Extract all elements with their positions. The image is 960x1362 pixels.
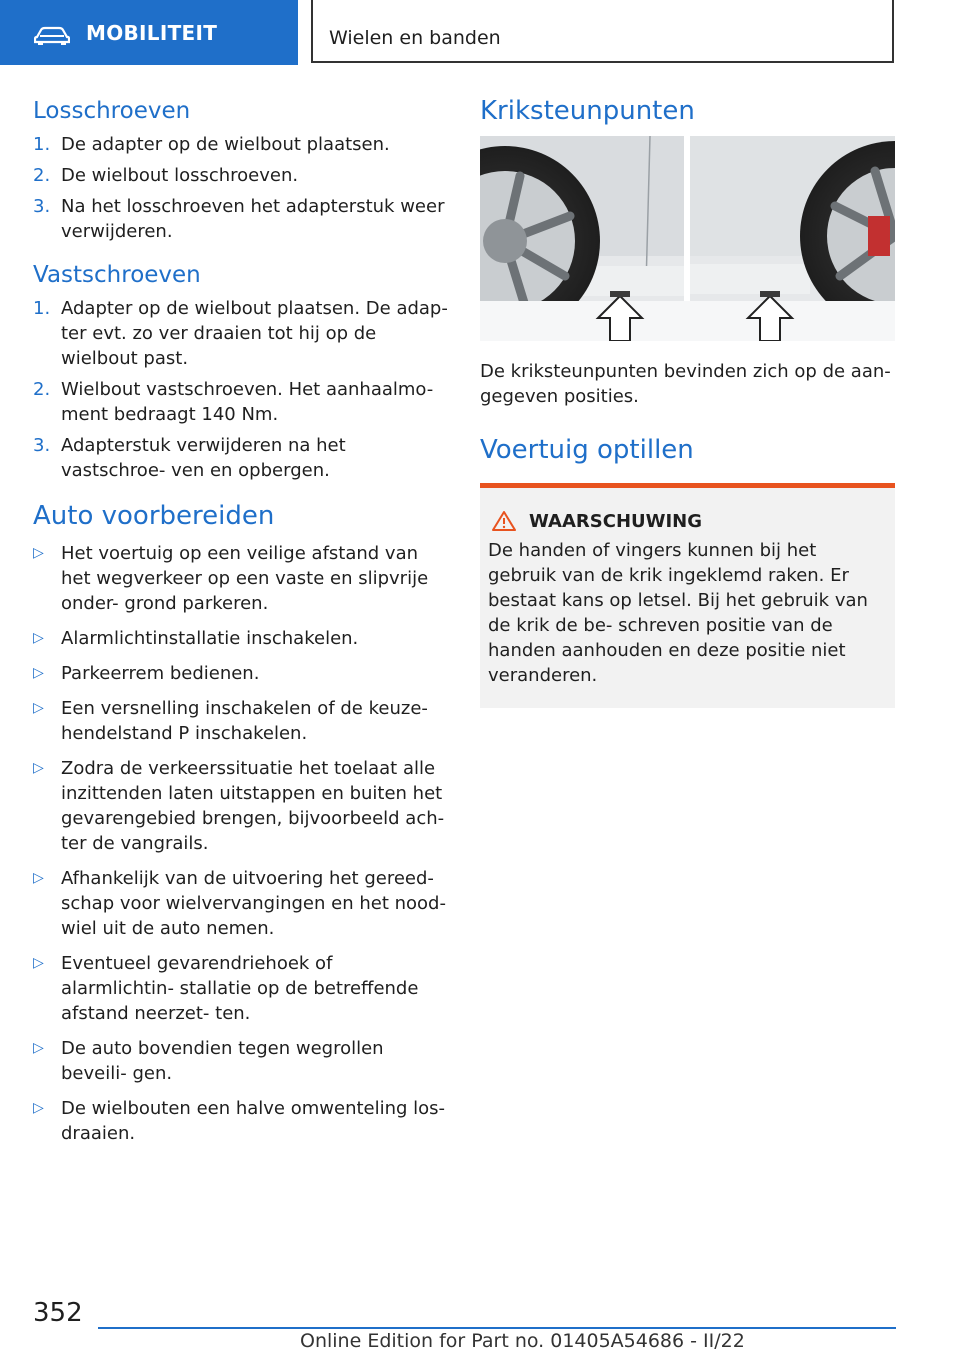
step-item bbox=[33, 296, 448, 371]
warning-box bbox=[480, 483, 895, 708]
list-item bbox=[33, 951, 448, 1026]
section-tab bbox=[0, 0, 298, 65]
list-item-text: Parkeerrem bedienen. bbox=[61, 663, 260, 684]
list-item bbox=[33, 1096, 448, 1146]
heading-kriksteunpunten: Kriksteunpunten bbox=[480, 96, 695, 126]
footer-divider bbox=[98, 1327, 896, 1329]
list-item bbox=[33, 866, 448, 941]
footer-edition: Online Edition for Part no. 01405A54686 - II/22 bbox=[300, 1330, 745, 1352]
chapter-title: Wielen en banden bbox=[329, 27, 501, 49]
step-text: De wielbout losschroeven. bbox=[61, 165, 299, 186]
triangle-bullet-icon: ▷ bbox=[33, 630, 44, 646]
list-item-text: De auto bovendien tegen wegrollen beveili- gen. bbox=[61, 1038, 384, 1084]
triangle-bullet-icon: ▷ bbox=[33, 665, 44, 681]
jack-points-caption: De kriksteunpunten bevinden zich op de aan- gegeven posities. bbox=[480, 361, 891, 407]
warning-header bbox=[491, 510, 887, 532]
warning-text: De handen of vingers kunnen bij het gebruik van de krik ingeklemd raken. Er bestaat kans op letsel. Bij het gebruik van de krik de be- schreven positie van de handen aanhouden en deze positie niet veranderen. bbox=[488, 540, 868, 686]
left-column bbox=[33, 96, 448, 1156]
warning-title: WAARSCHUWING bbox=[529, 510, 703, 532]
step-number: 3. bbox=[33, 435, 51, 456]
list-item-text: De wielbouten een halve omwenteling los- draaien. bbox=[61, 1098, 446, 1144]
step-number: 1. bbox=[33, 134, 51, 155]
step-item bbox=[33, 132, 448, 157]
step-number: 3. bbox=[33, 196, 51, 217]
list-item bbox=[33, 756, 448, 856]
chapter-header bbox=[311, 0, 894, 63]
triangle-bullet-icon: ▷ bbox=[33, 1040, 44, 1056]
step-text: Adapterstuk verwijderen na het vastschroe- ven en opbergen. bbox=[61, 435, 346, 481]
page-number: 352 bbox=[33, 1298, 83, 1328]
triangle-bullet-icon: ▷ bbox=[33, 545, 44, 561]
car-icon bbox=[34, 26, 70, 46]
step-item bbox=[33, 163, 448, 188]
heading-vastschroeven: Vastschroeven bbox=[33, 262, 201, 288]
list-item-text: Een versnelling inschakelen of de keuze- hendelstand P inschakelen. bbox=[61, 698, 428, 744]
heading-auto-voorbereiden: Auto voorbereiden bbox=[33, 501, 275, 531]
list-item bbox=[33, 696, 448, 746]
list-item bbox=[33, 626, 448, 651]
jack-points-illustration bbox=[480, 136, 895, 341]
list-item-text: Zodra de verkeerssituatie het toelaat alle inzittenden laten uitstappen en buiten het gevarengebied brengen, bijvoorbeeld ach- ter de vangrails. bbox=[61, 758, 445, 854]
step-item bbox=[33, 433, 448, 483]
heading-voertuig-optillen: Voertuig optillen bbox=[480, 435, 694, 465]
list-item-text: Eventueel gevarendriehoek of alarmlichtin- stallatie op de betreffende afstand neerzet- ten. bbox=[61, 953, 419, 1024]
losschroeven-steps bbox=[33, 132, 448, 244]
step-number: 2. bbox=[33, 379, 51, 400]
warning-triangle-icon bbox=[491, 510, 517, 532]
step-text: Na het losschroeven het adapterstuk weer verwijderen. bbox=[61, 196, 445, 242]
list-item bbox=[33, 541, 448, 616]
step-number: 2. bbox=[33, 165, 51, 186]
step-item bbox=[33, 194, 448, 244]
list-item-text: Afhankelijk van de uitvoering het gereed- schap voor wielvervangingen en het nood- wiel uit de auto nemen. bbox=[61, 868, 446, 939]
list-item bbox=[33, 1036, 448, 1086]
step-text: De adapter op de wielbout plaatsen. bbox=[61, 134, 390, 155]
triangle-bullet-icon: ▷ bbox=[33, 1100, 44, 1116]
preparation-list bbox=[33, 541, 448, 1146]
triangle-bullet-icon: ▷ bbox=[33, 870, 44, 886]
triangle-bullet-icon: ▷ bbox=[33, 700, 44, 716]
step-text: Wielbout vastschroeven. Het aanhaalmo- ment bedraagt 140 Nm. bbox=[61, 379, 434, 425]
list-item bbox=[33, 661, 448, 686]
step-item bbox=[33, 377, 448, 427]
step-text: Adapter op de wielbout plaatsen. De adap- ter evt. zo ver draaien tot hij op de wielbout past. bbox=[61, 298, 448, 369]
heading-losschroeven: Losschroeven bbox=[33, 98, 191, 124]
vastschroeven-steps bbox=[33, 296, 448, 483]
section-label: MOBILITEIT bbox=[86, 21, 218, 45]
triangle-bullet-icon: ▷ bbox=[33, 955, 44, 971]
list-item-text: Alarmlichtinstallatie inschakelen. bbox=[61, 628, 359, 649]
triangle-bullet-icon: ▷ bbox=[33, 760, 44, 776]
right-column bbox=[480, 96, 895, 708]
list-item-text: Het voertuig op een veilige afstand van het wegverkeer op een vaste en slipvrije onder- grond parkeren. bbox=[61, 543, 429, 614]
step-number: 1. bbox=[33, 298, 51, 319]
